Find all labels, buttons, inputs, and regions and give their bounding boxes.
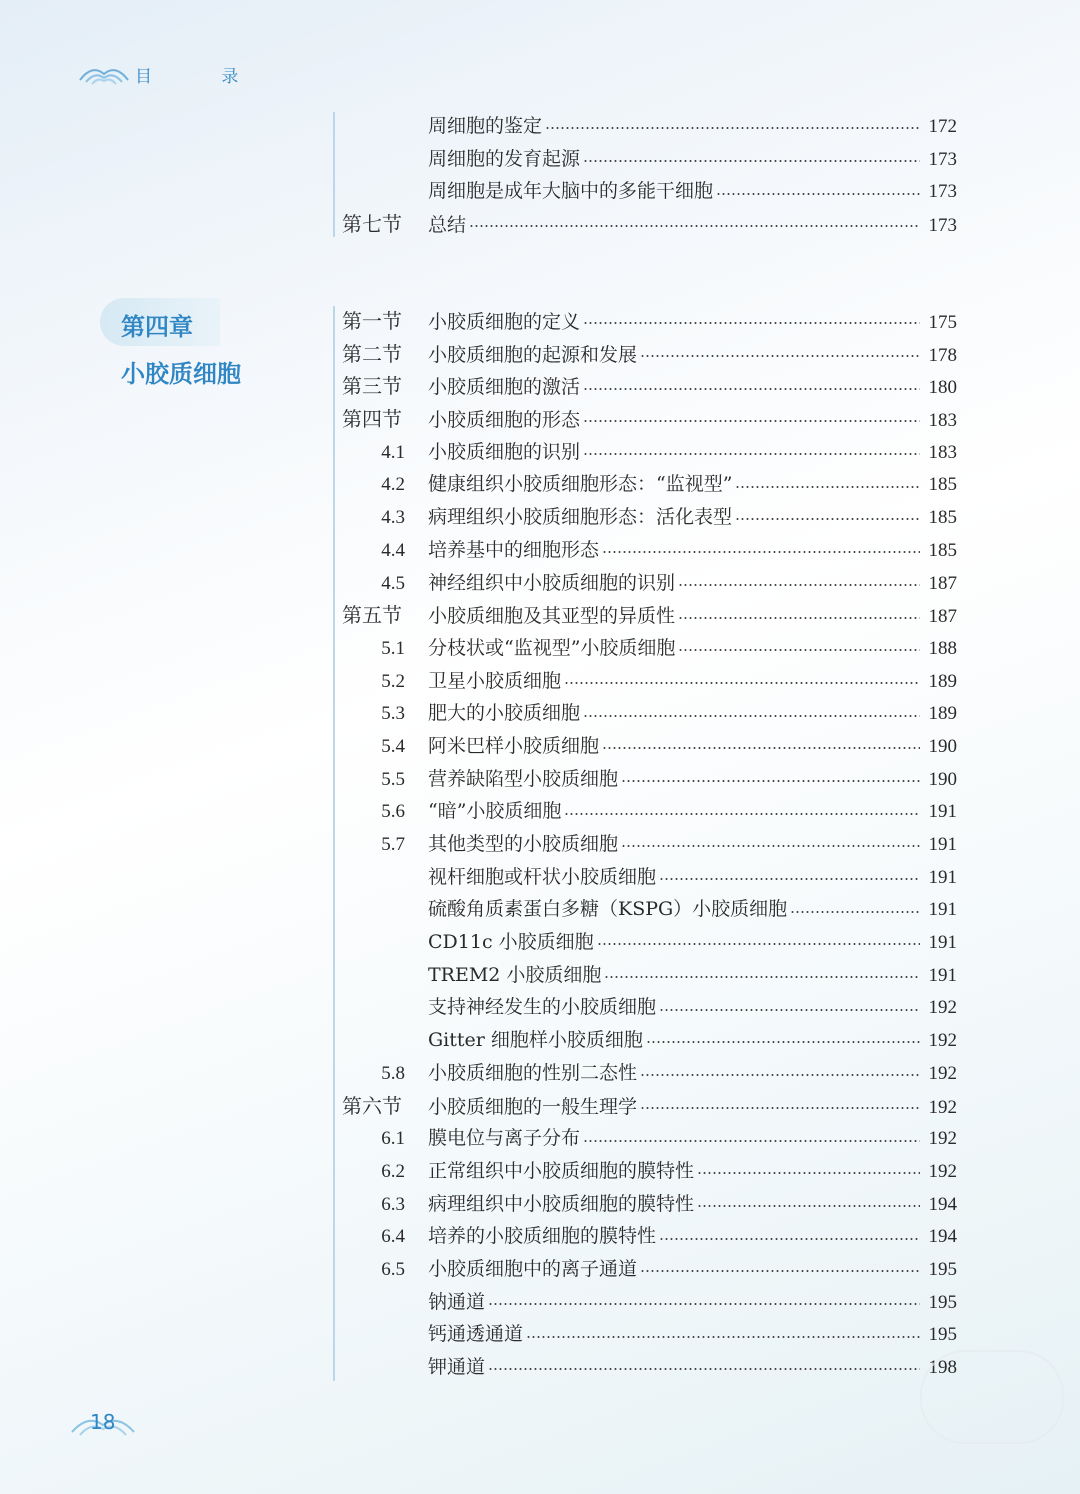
toc-entry-label: 5.2	[381, 670, 405, 692]
toc-entry[interactable]	[342, 730, 957, 763]
toc-entry[interactable]	[342, 795, 957, 828]
toc-entry[interactable]	[342, 1024, 957, 1057]
toc-entry-label: 5.8	[381, 1062, 405, 1084]
toc-entry-label: 第二节	[342, 341, 402, 366]
toc-entry-title: Gitter 细胞样小胶质细胞	[428, 1029, 643, 1052]
dot-leader	[564, 813, 920, 815]
toc-entry-title: 小胶质细胞及其亚型的异质性	[428, 605, 676, 628]
toc-entry-title: 培养的小胶质细胞的膜特性	[428, 1225, 657, 1248]
dot-leader	[602, 551, 920, 553]
toc-entry-label: 5.4	[381, 735, 405, 757]
dot-leader	[488, 1368, 920, 1370]
chapter-number: 第四章	[121, 312, 193, 341]
dot-leader	[646, 1041, 920, 1043]
dot-leader	[640, 355, 920, 357]
toc-entry-title: TREM2 小胶质细胞	[428, 963, 602, 986]
toc-entry-title: 病理组织小胶质细胞形态：活化表型	[428, 506, 733, 529]
toc-entry[interactable]	[342, 991, 957, 1024]
toc-entry[interactable]	[342, 893, 957, 926]
toc-entry[interactable]	[342, 567, 957, 600]
dot-leader	[621, 845, 920, 847]
toc-entry[interactable]	[342, 468, 957, 501]
toc-entry-title: 周细胞是成年大脑中的多能干细胞	[428, 180, 714, 203]
dot-leader	[735, 518, 920, 520]
dot-leader	[790, 911, 920, 913]
toc-entry-title: 其他类型的小胶质细胞	[428, 833, 619, 855]
toc-entry-title: 小胶质细胞的一般生理学	[428, 1095, 638, 1118]
toc-entry-title: 小胶质细胞的识别	[428, 440, 581, 463]
dot-leader	[716, 193, 920, 195]
toc-entry-page: 172	[928, 116, 957, 137]
toc-entry-title: 总结	[428, 214, 467, 237]
toc-entry[interactable]	[342, 1351, 957, 1384]
toc-entry-page: 192	[928, 1096, 957, 1118]
dot-leader	[697, 1205, 920, 1207]
toc-entry-page: 191	[928, 866, 957, 888]
toc-entry-title: 周细胞的鉴定	[428, 115, 543, 137]
toc-entry-label: 第一节	[342, 309, 402, 333]
watermark-stamp	[920, 1350, 1064, 1444]
toc-entry-title: 硫酸角质素蛋白多糖（KSPG）小胶质细胞	[428, 898, 788, 921]
dot-leader	[697, 1172, 920, 1174]
toc-entry-page: 173	[928, 215, 957, 237]
toc-entry-label: 6.2	[381, 1160, 405, 1182]
toc-entry-page: 178	[928, 344, 957, 366]
toc-entry-page: 185	[928, 507, 957, 529]
toc-entry-label: 第七节	[342, 212, 402, 237]
toc-entry-label: 4.1	[381, 441, 405, 463]
dot-leader	[545, 127, 920, 129]
toc-entry-page: 187	[928, 606, 957, 628]
toc-entry-title: 小胶质细胞中的离子通道	[428, 1257, 638, 1280]
toc-entry-title: CD11c 小胶质细胞	[428, 931, 594, 954]
toc-entry-page: 194	[928, 1193, 957, 1215]
page-number: 18	[90, 1410, 116, 1434]
toc-entry-page: 191	[928, 932, 957, 954]
toc-entry-label: 5.7	[381, 834, 405, 855]
toc-entry[interactable]	[342, 1286, 957, 1319]
dot-leader	[735, 486, 920, 488]
toc-entry-label: 4.5	[381, 572, 405, 594]
toc-list-continued	[342, 110, 957, 241]
dot-leader	[678, 617, 920, 619]
toc-entry[interactable]	[342, 534, 957, 567]
toc-entry[interactable]	[342, 1090, 957, 1123]
toc-entry[interactable]	[342, 926, 957, 959]
toc-divider-top	[333, 112, 335, 237]
toc-entry-page: 194	[928, 1226, 957, 1248]
toc-entry[interactable]	[342, 403, 957, 436]
toc-entry-label: 第六节	[342, 1093, 402, 1118]
toc-entry-label: 6.5	[381, 1258, 405, 1280]
dot-leader	[602, 747, 920, 749]
toc-entry-title: 钙通透通道	[428, 1323, 524, 1346]
toc-entry-page: 192	[928, 997, 957, 1019]
dot-leader	[597, 943, 920, 945]
toc-entry-page: 183	[928, 410, 957, 432]
toc-entry-title: 阿米巴样小胶质细胞	[428, 734, 600, 757]
toc-entry[interactable]	[342, 959, 957, 992]
toc-entry[interactable]	[342, 1253, 957, 1286]
toc-entry-title: 营养缺陷型小胶质细胞	[428, 767, 619, 790]
toc-entry-title: 周细胞的发育起源	[428, 147, 581, 170]
toc-entry-page: 195	[928, 1324, 957, 1346]
toc-entry-title: 正常组织中小胶质细胞的膜特性	[428, 1159, 695, 1182]
dot-leader	[640, 1270, 920, 1272]
toc-entry-page: 190	[928, 768, 957, 790]
toc-entry-page: 190	[928, 735, 957, 757]
toc-entry-label: 第四节	[342, 407, 402, 432]
toc-entry-title: 小胶质细胞的定义	[428, 311, 581, 333]
dot-leader	[583, 453, 920, 455]
dot-leader	[583, 160, 920, 162]
dot-leader	[678, 649, 920, 651]
header-title: 目 录	[135, 67, 271, 87]
toc-entry-page: 188	[928, 637, 957, 659]
toc-entry-page: 191	[928, 964, 957, 986]
dot-leader	[564, 682, 920, 684]
toc-entry-label: 6.1	[381, 1128, 405, 1150]
toc-entry[interactable]	[342, 1057, 957, 1090]
dot-leader	[526, 1336, 920, 1338]
toc-entry-page: 189	[928, 703, 957, 725]
toc-entry[interactable]	[342, 828, 957, 861]
toc-entry-title: 钾通道	[428, 1356, 486, 1378]
toc-entry-page: 187	[928, 572, 957, 594]
toc-entry-page: 191	[928, 899, 957, 921]
toc-entry-label: 5.5	[381, 768, 405, 790]
dot-leader	[583, 388, 920, 390]
toc-divider-main	[333, 306, 335, 1381]
toc-entry-page: 173	[928, 181, 957, 203]
toc-entry-page: 192	[928, 1030, 957, 1052]
toc-entry-title: 小胶质细胞的起源和发展	[428, 343, 638, 366]
toc-entry-label: 第五节	[342, 603, 402, 628]
toc-entry-title: 膜电位与离子分布	[428, 1127, 581, 1150]
dot-leader	[583, 715, 920, 717]
toc-entry-label: 4.3	[381, 507, 405, 529]
toc-entry-page: 183	[928, 441, 957, 463]
toc-entry[interactable]	[342, 763, 957, 796]
toc-entry[interactable]	[342, 1155, 957, 1188]
toc-entry-title: 分枝状或“监视型”小胶质细胞	[428, 636, 676, 659]
toc-entry-title: 小胶质细胞的激活	[428, 376, 581, 399]
dot-leader	[659, 1009, 920, 1011]
wave-logo-icon	[78, 62, 130, 86]
toc-entry[interactable]	[342, 665, 957, 698]
toc-entry[interactable]	[342, 110, 957, 143]
toc-list-chapter-4	[342, 305, 957, 1384]
toc-entry-label: 5.6	[381, 801, 405, 823]
toc-entry[interactable]	[342, 338, 957, 371]
dot-leader	[488, 1303, 920, 1305]
toc-entry[interactable]	[342, 861, 957, 894]
toc-entry[interactable]	[342, 599, 957, 632]
toc-entry[interactable]	[342, 1188, 957, 1221]
toc-entry-page: 195	[928, 1258, 957, 1280]
toc-entry-title: 小胶质细胞的形态	[428, 409, 581, 432]
toc-entry-page: 185	[928, 474, 957, 496]
dot-leader	[583, 1140, 920, 1142]
chapter-title: 小胶质细胞	[121, 359, 241, 388]
toc-entry-title: “暗”小胶质细胞	[428, 800, 562, 823]
toc-entry[interactable]	[342, 501, 957, 534]
toc-entry-page: 173	[928, 148, 957, 170]
toc-entry-title: 小胶质细胞的性别二态性	[428, 1061, 638, 1084]
toc-entry-title: 肥大的小胶质细胞	[428, 702, 581, 725]
toc-entry[interactable]	[342, 208, 957, 241]
toc-entry[interactable]	[342, 370, 957, 403]
toc-entry-page: 175	[928, 312, 957, 333]
dot-leader	[659, 878, 920, 880]
dot-leader	[659, 1238, 920, 1240]
toc-entry[interactable]	[342, 1318, 957, 1351]
dot-leader	[604, 976, 920, 978]
toc-entry-page: 192	[928, 1128, 957, 1150]
toc-entry[interactable]	[342, 1220, 957, 1253]
toc-entry-page: 195	[928, 1291, 957, 1313]
toc-entry-title: 钠通道	[428, 1290, 486, 1313]
toc-entry-title: 健康组织小胶质细胞形态：“监视型”	[428, 473, 733, 496]
toc-entry-page: 192	[928, 1062, 957, 1084]
toc-entry-title: 神经组织中小胶质细胞的识别	[428, 571, 676, 594]
toc-entry[interactable]	[342, 1122, 957, 1155]
toc-entry-page: 192	[928, 1160, 957, 1182]
toc-entry-label: 4.2	[381, 474, 405, 496]
toc-entry-page: 191	[928, 834, 957, 855]
toc-entry[interactable]	[342, 305, 957, 338]
toc-entry-page: 185	[928, 539, 957, 561]
toc-entry[interactable]	[342, 632, 957, 665]
toc-entry[interactable]	[342, 175, 957, 208]
toc-entry-title: 卫星小胶质细胞	[428, 669, 562, 692]
dot-leader	[621, 780, 920, 782]
dot-leader	[678, 584, 920, 586]
toc-entry[interactable]	[342, 697, 957, 730]
toc-entry-title: 视杆细胞或杆状小胶质细胞	[428, 865, 657, 888]
toc-entry[interactable]	[342, 143, 957, 176]
toc-entry-title: 支持神经发生的小胶质细胞	[428, 996, 657, 1019]
toc-entry-label: 4.4	[381, 539, 405, 561]
dot-leader	[583, 322, 920, 324]
toc-entry-label: 6.4	[381, 1226, 405, 1248]
toc-entry[interactable]	[342, 436, 957, 469]
toc-entry-label: 6.3	[381, 1193, 405, 1215]
toc-entry-page: 191	[928, 801, 957, 823]
toc-entry-label: 5.3	[381, 703, 405, 725]
dot-leader	[469, 225, 920, 227]
dot-leader	[640, 1074, 920, 1076]
toc-entry-label: 5.1	[381, 637, 405, 659]
toc-entry-page: 189	[928, 670, 957, 692]
toc-entry-label: 第三节	[342, 374, 402, 399]
toc-entry-title: 病理组织中小胶质细胞的膜特性	[428, 1192, 695, 1215]
dot-leader	[640, 1107, 920, 1109]
dot-leader	[583, 420, 920, 422]
toc-entry-page: 180	[928, 377, 957, 399]
toc-entry-title: 培养基中的细胞形态	[428, 538, 600, 561]
toc-entry-page: 198	[928, 1357, 957, 1378]
